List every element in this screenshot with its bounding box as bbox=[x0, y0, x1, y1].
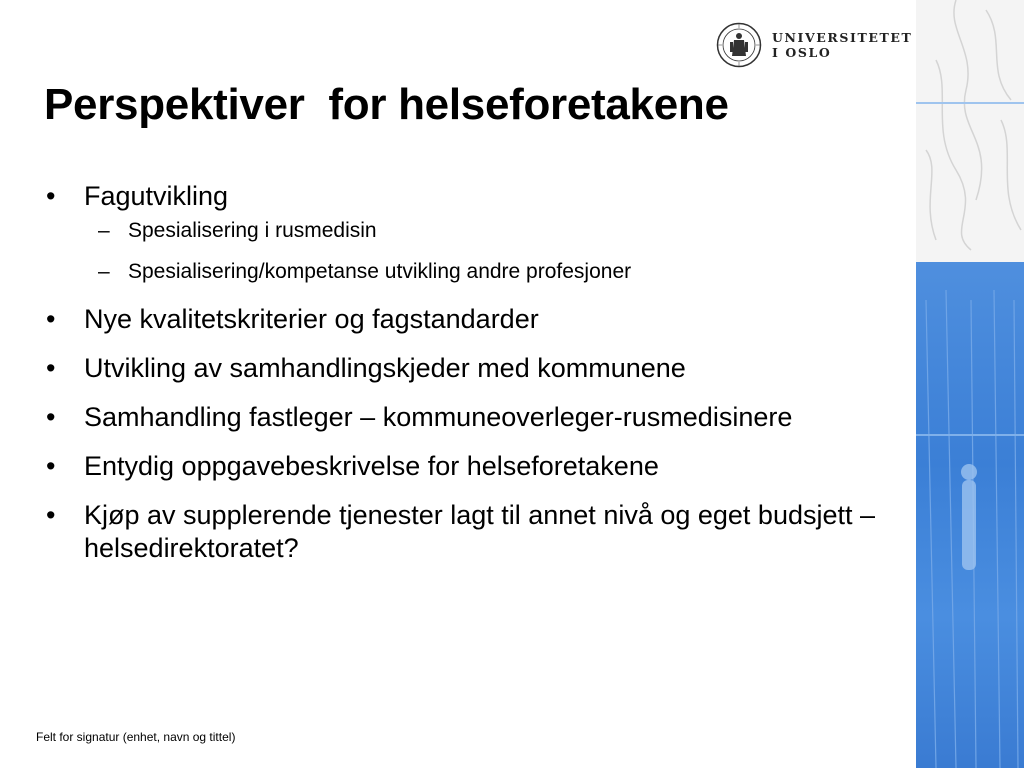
slide-body bbox=[44, 180, 904, 581]
bullet-marker: • bbox=[46, 353, 56, 383]
bullet-item bbox=[44, 352, 904, 385]
bullet-marker: • bbox=[46, 500, 56, 530]
wordmark-line-2: I OSLO bbox=[772, 45, 832, 60]
bullet-marker: • bbox=[46, 304, 56, 334]
slide-title: Perspektiver for helseforetakene bbox=[44, 80, 729, 129]
bullet-item bbox=[44, 450, 904, 483]
sub-bullet-text: Spesialisering/kompetanse utvikling andre profesjoner bbox=[128, 260, 632, 283]
statue-sketch-illustration bbox=[916, 0, 1024, 768]
side-strip-divider bbox=[916, 102, 1024, 104]
bullet-text: Kjøp av supplerende tjenester lagt til annet nivå og eget budsjett – helsedirektoratet? bbox=[84, 500, 891, 563]
sub-bullet-item bbox=[44, 217, 904, 244]
bullet-marker: • bbox=[46, 451, 56, 481]
decorative-side-strip bbox=[916, 0, 1024, 768]
bullet-item bbox=[44, 180, 904, 213]
university-seal-icon bbox=[716, 22, 762, 68]
bullet-item bbox=[44, 401, 804, 434]
sub-bullet-marker: – bbox=[98, 219, 110, 242]
signature-footer: Felt for signatur (enhet, navn og tittel) bbox=[36, 730, 236, 744]
university-wordmark bbox=[772, 30, 912, 60]
bullet-text: Samhandling fastleger – kommuneoverleger-rusmedisinere bbox=[84, 402, 793, 432]
wordmark-line-1: UNIVERSITETET bbox=[772, 30, 913, 45]
sub-bullet-item bbox=[44, 258, 904, 285]
sub-bullet-text: Spesialisering i rusmedisin bbox=[128, 219, 377, 242]
university-logo bbox=[716, 22, 912, 68]
bullet-text: Nye kvalitetskriterier og fagstandarder bbox=[84, 304, 539, 334]
bullet-item bbox=[44, 499, 904, 565]
sub-bullet-marker: – bbox=[98, 260, 110, 283]
side-strip-divider bbox=[916, 434, 1024, 436]
bullet-marker: • bbox=[46, 402, 56, 432]
bullet-text: Fagutvikling bbox=[84, 181, 229, 211]
bullet-marker: • bbox=[46, 181, 56, 211]
bullet-text: Utvikling av samhandlingskjeder med kommunene bbox=[84, 353, 686, 383]
bullet-item bbox=[44, 303, 904, 336]
bullet-text: Entydig oppgavebeskrivelse for helseforetakene bbox=[84, 451, 659, 481]
